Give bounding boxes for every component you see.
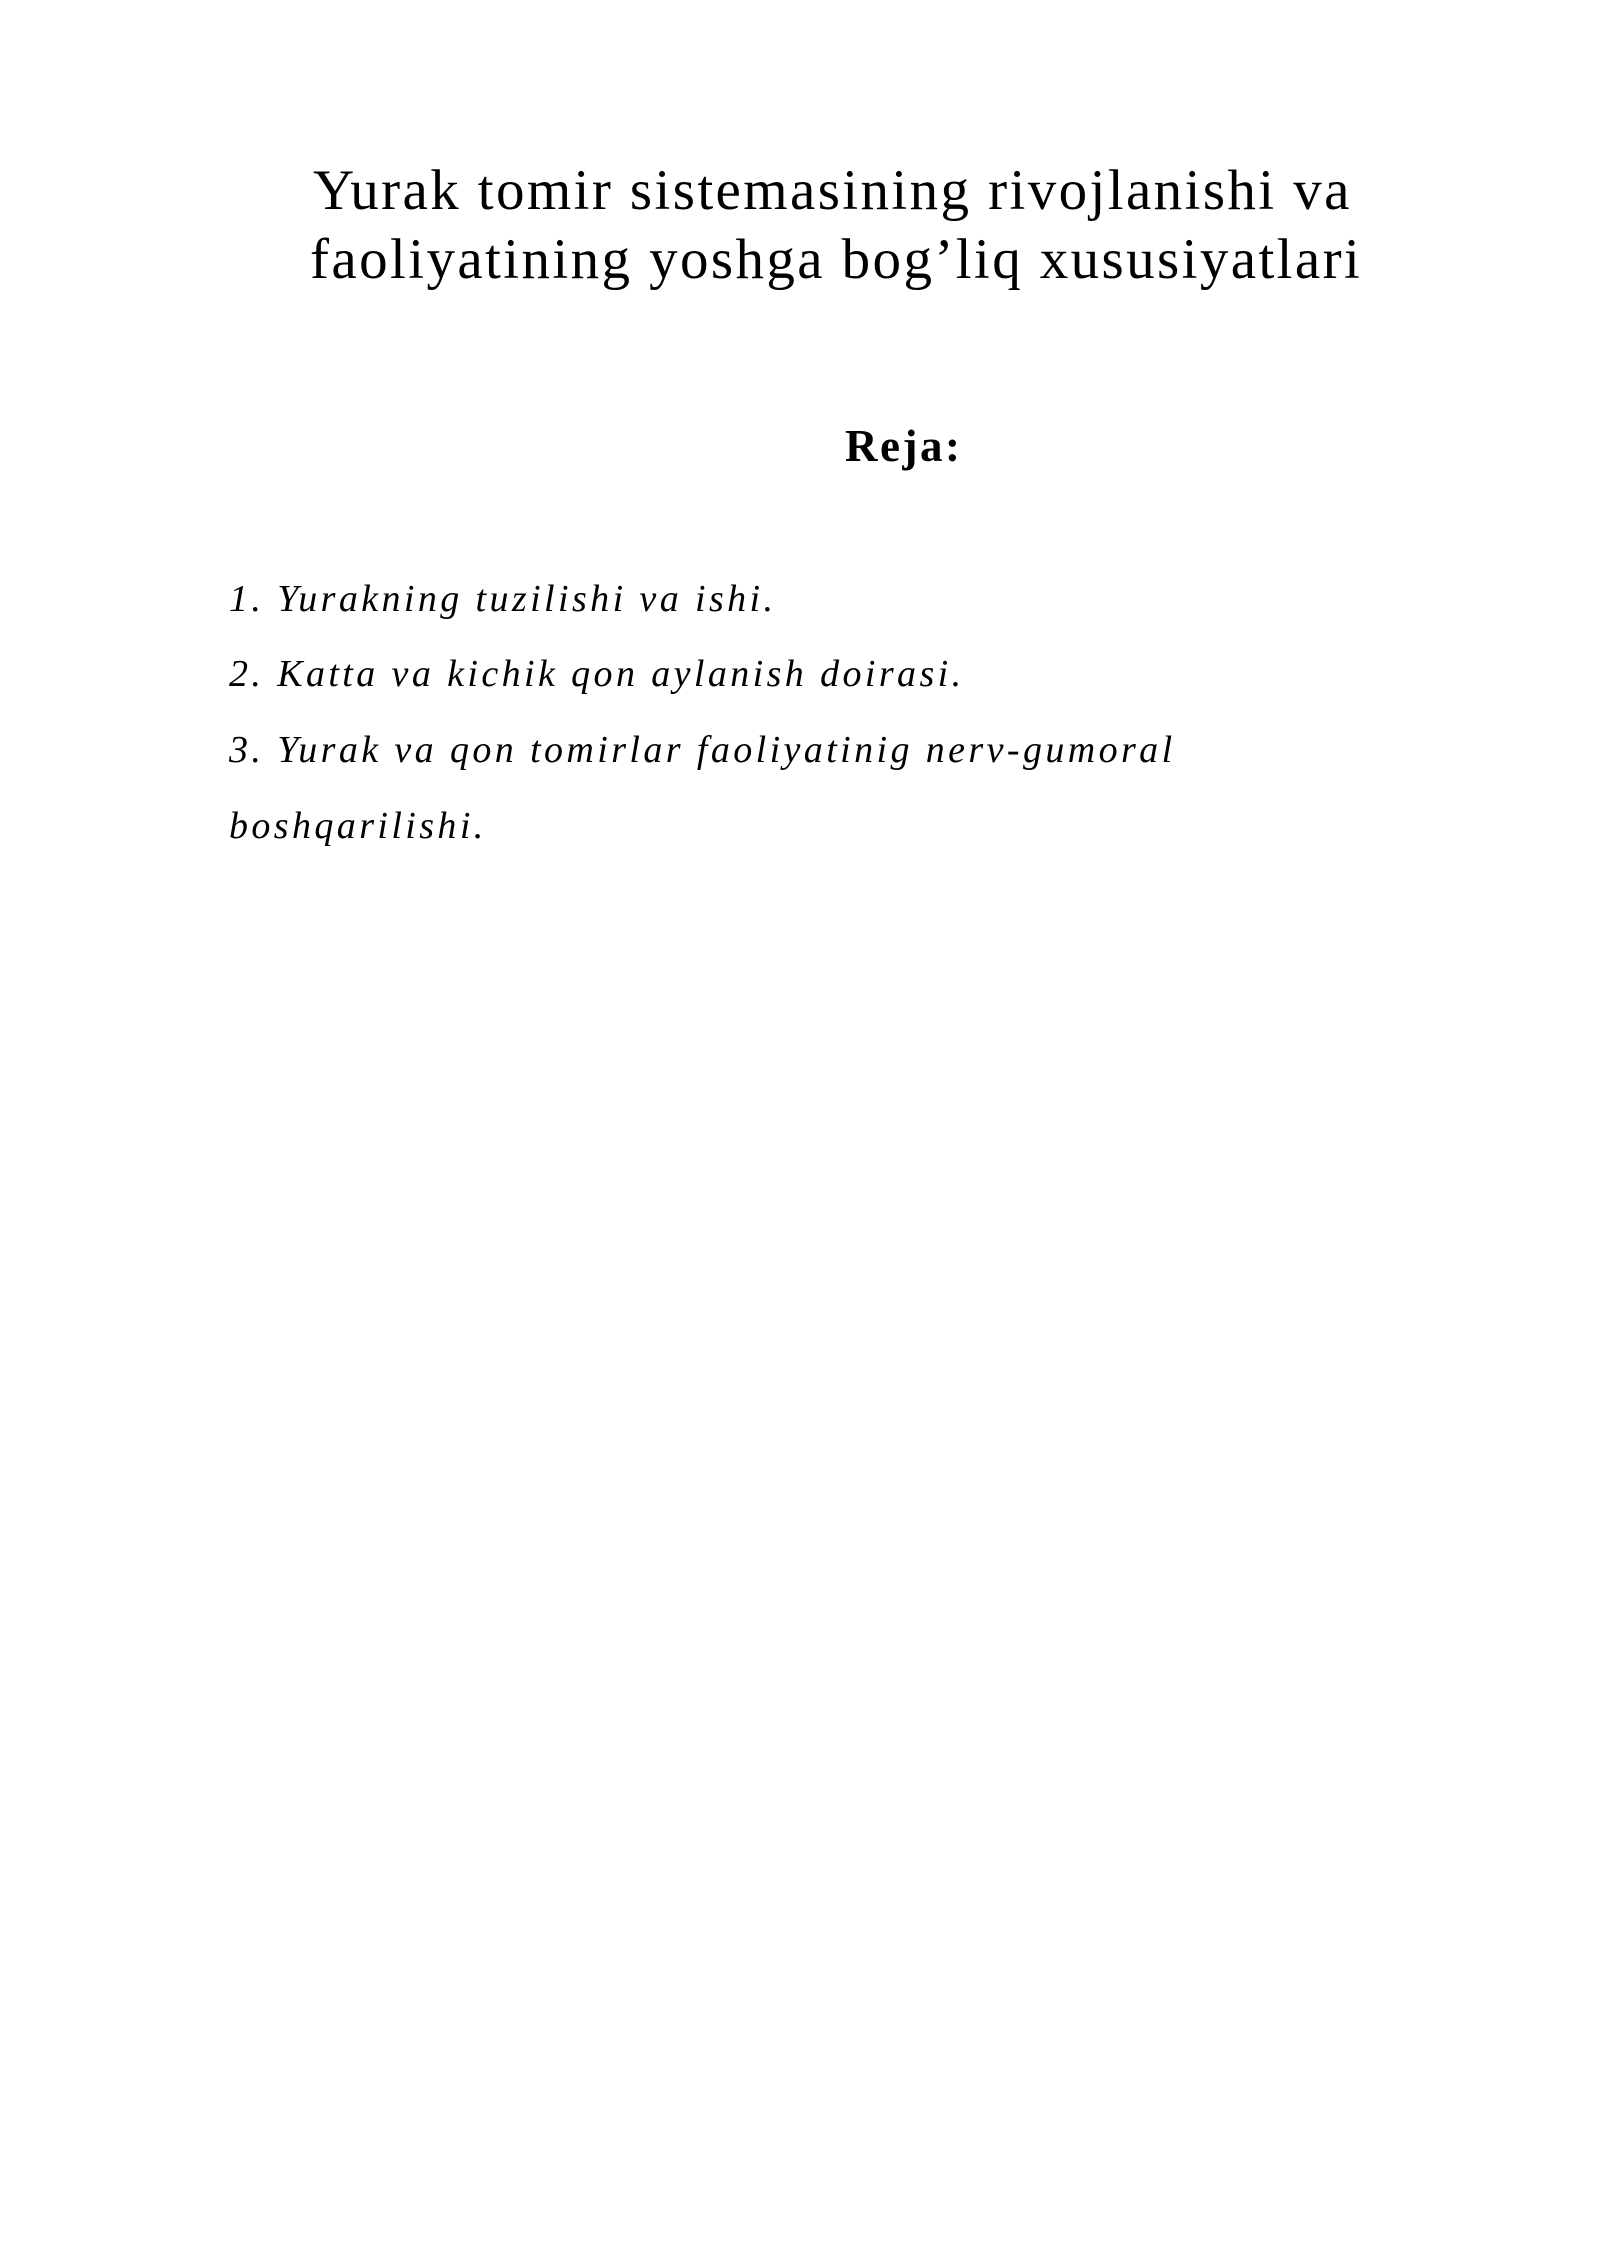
plan-item-1: 1. Yurakning tuzilishi va ishi. <box>229 578 777 620</box>
plan-item-3-continued: boshqarilishi. <box>229 805 487 847</box>
plan-item-3: 3. Yurak va qon tomirlar faoliyatinig nerv-gumoral <box>229 729 1176 771</box>
plan-item-2: 2. Katta va kichik qon aylanish doirasi. <box>229 653 965 695</box>
document-title-line-1: Yurak tomir sistemasining rivojlanishi va <box>313 159 1352 222</box>
plan-heading: Reja: <box>845 421 963 471</box>
document-title-line-2: faoliyatining yoshga bog’liq xususiyatlari <box>310 228 1363 291</box>
